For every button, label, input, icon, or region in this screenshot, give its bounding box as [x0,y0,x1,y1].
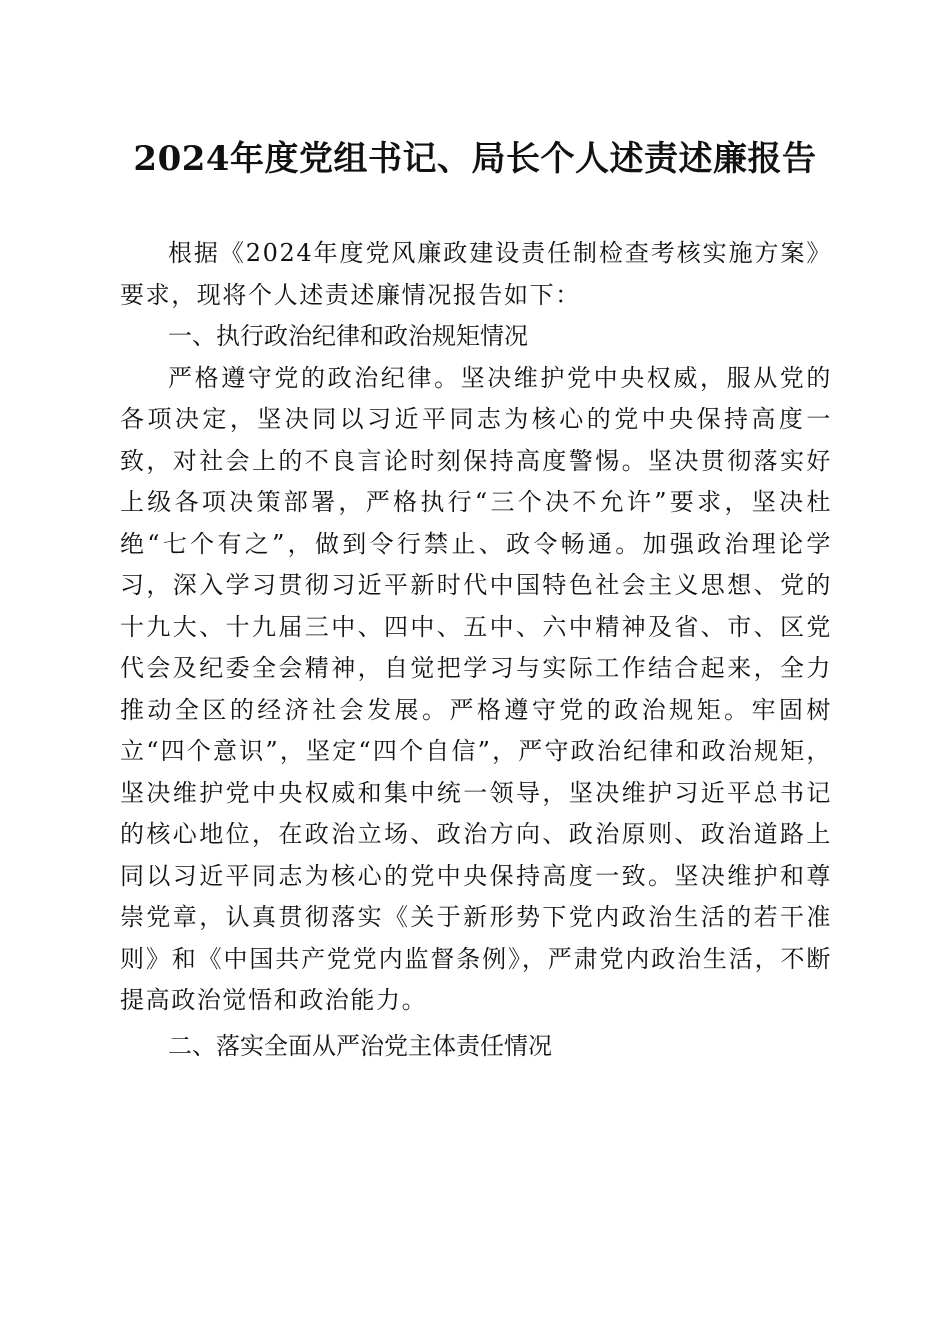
document-title: 2024年度党组书记、局长个人述责述廉报告 [133,139,817,179]
section-1-paragraph: 严格遵守党的政治纪律。坚决维护党中央权威，服从党的各项决定，坚决同以习近平同志为核心的党中央保持高度一致，对社会上的不良言论时刻保持高度警惕。坚决贯彻落实好上级各项决策部署，严格执行“三个决不允许”要求，坚决杜绝“七个有之”，做到令行禁止、政令畅通。加强政治理论学习，深入学习贯彻习近平新时代中国特色社会主义思想、党的十九大、十九届三中、四中、五中、六中精神及省、市、区党代会及纪委全会精神，自觉把学习与实际工作结合起来，全力推动全区的经济社会发展。严格遵守党的政治规矩。牢固树立“四个意识”，坚定“四个自信”，严守政治纪律和政治规矩，坚决维护党中央权威和集中统一领导，坚决维护习近平总书记的核心地位，在政治立场、政治方向、政治原则、政治道路上同以习近平同志为核心的党中央保持高度一致。坚决维护和尊崇党章，认真贯彻落实《关于新形势下党内政治生活的若干准则》和《中国共产党党内监督条例》，严肃党内政治生活，不断提高政治觉悟和政治能力。 [120,363,832,1014]
document-body [120,233,832,1067]
section-1-heading: 一、执行政治纪律和政治规矩情况 [168,322,528,350]
section-2-heading: 二、落实全面从严治党主体责任情况 [168,1031,552,1060]
intro-paragraph: 根据《2024年度党风廉政建设责任制检查考核实施方案》要求，现将个人述责述廉情况报告如下： [120,239,832,309]
